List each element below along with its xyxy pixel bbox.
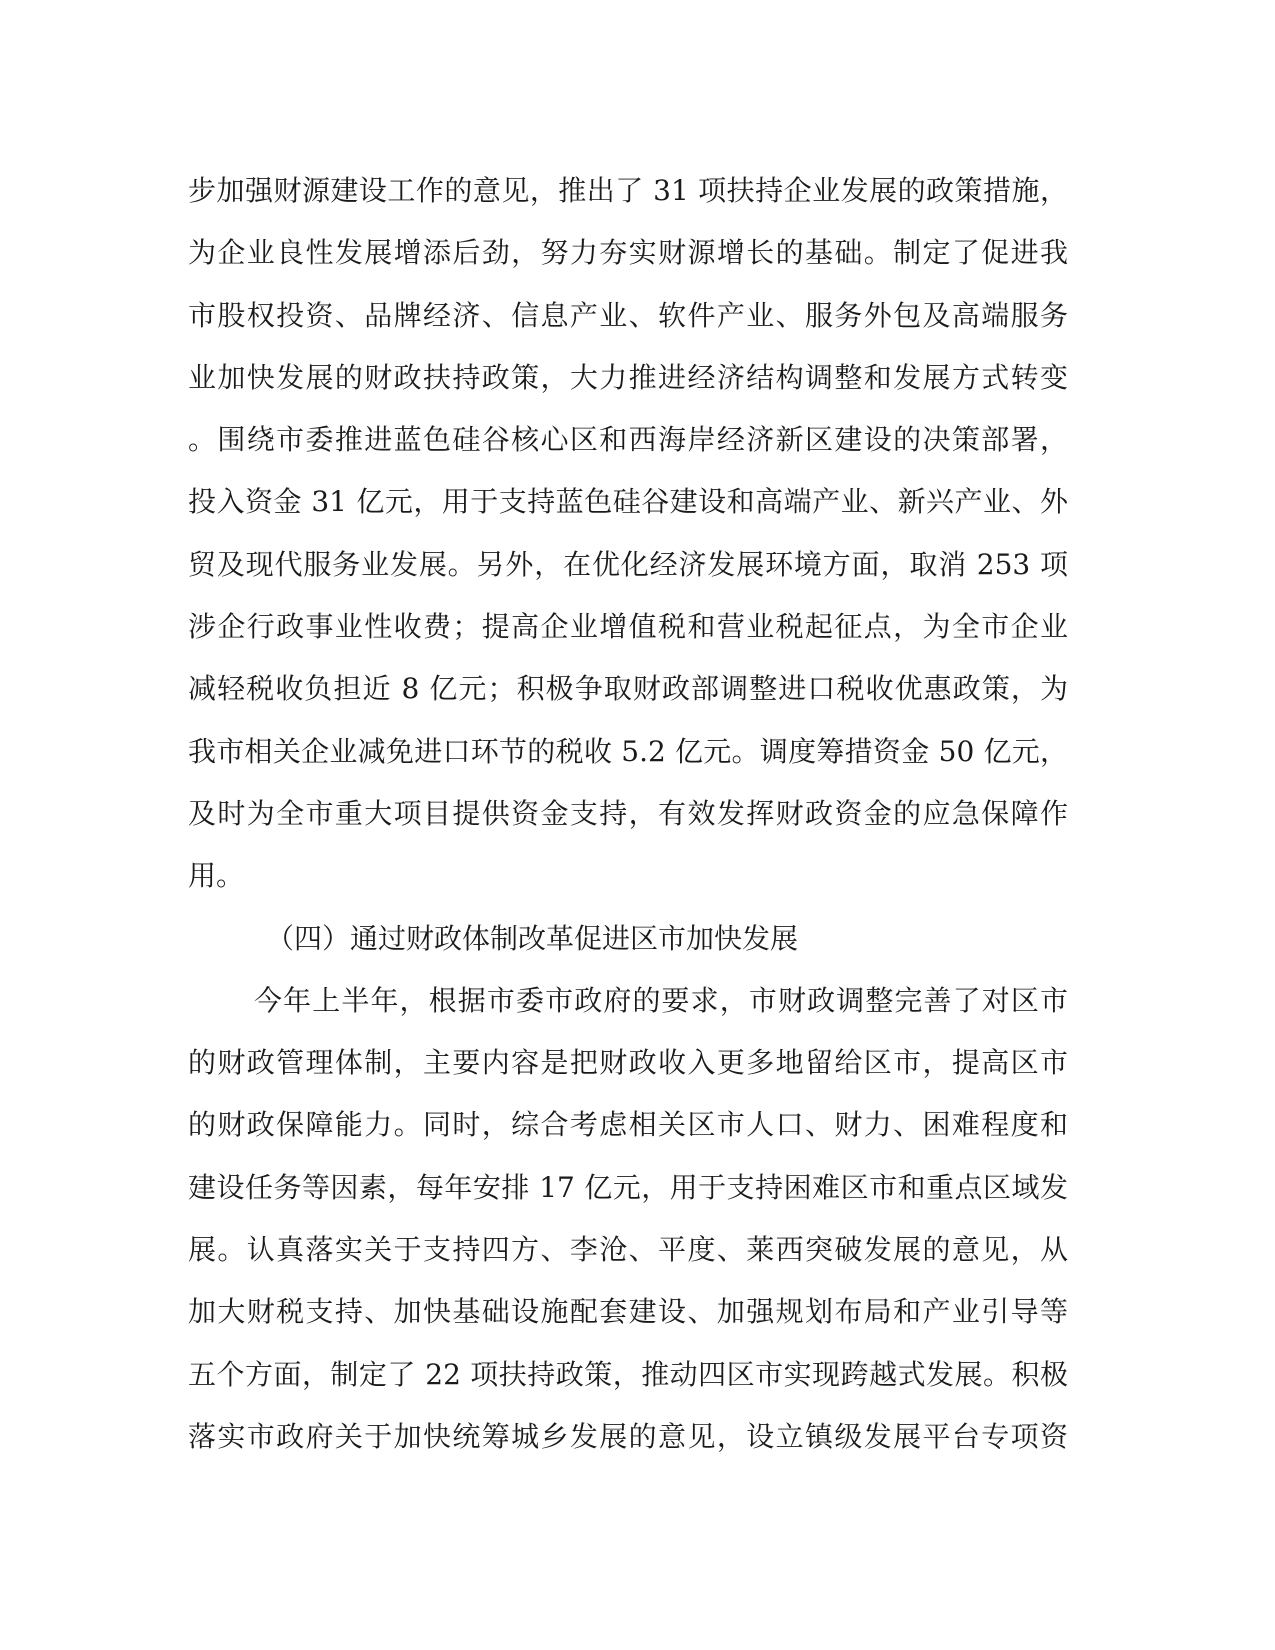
- text-line: 五个方面，制定了 22 项扶持政策，推动四区市实现跨越式发展。积极: [188, 1357, 1068, 1391]
- paragraph-1: [188, 160, 1068, 908]
- text-line: 的财政管理体制，主要内容是把财政收入更多地留给区市，提高区市: [188, 1046, 1068, 1080]
- text-line: 落实市政府关于加快统筹城乡发展的意见，设立镇级发展平台专项资: [188, 1419, 1068, 1453]
- text-line: 涉企行政事业性收费；提高企业增值税和营业税起征点，为全市企业: [188, 610, 1068, 644]
- text-line: 减轻税收负担近 8 亿元；积极争取财政部调整进口税收优惠政策，为: [188, 672, 1068, 706]
- text-line: 步加强财源建设工作的意见，推出了 31 项扶持企业发展的政策措施，: [188, 174, 1068, 207]
- text-line: 用。: [188, 859, 245, 893]
- document-body: [188, 160, 1068, 1468]
- text-line: 今年上半年，根据市委市政府的要求，市财政调整完善了对区市: [254, 983, 1068, 1017]
- text-line: 投入资金 31 亿元，用于支持蓝色硅谷建设和高端产业、新兴产业、外: [188, 485, 1068, 519]
- text-line: 业加快发展的财政扶持政策，大力推进经济结构调整和发展方式转变: [188, 360, 1068, 394]
- paragraph-2: [188, 970, 1068, 1468]
- text-line: 贸及现代服务业发展。另外，在优化经济发展环境方面，取消 253 项: [188, 547, 1068, 581]
- section-heading: （四）通过财政体制改革促进区市加快发展: [266, 921, 799, 955]
- text-line: 加大财税支持、加快基础设施配套建设、加强规划布局和产业引导等: [188, 1295, 1068, 1329]
- text-line: 市股权投资、品牌经济、信息产业、软件产业、服务外包及高端服务: [188, 298, 1068, 332]
- text-line: 的财政保障能力。同时，综合考虑相关区市人口、财力、困难程度和: [188, 1108, 1068, 1142]
- text-line: 为企业良性发展增添后劲，努力夯实财源增长的基础。制定了促进我: [188, 236, 1068, 270]
- text-line: 展。认真落实关于支持四方、李沧、平度、莱西突破发展的意见，从: [188, 1233, 1068, 1267]
- text-line: 建设任务等因素，每年安排 17 亿元，用于支持困难区市和重点区域发: [188, 1170, 1068, 1204]
- text-line: 。围绕市委推进蓝色硅谷核心区和西海岸经济新区建设的决策部署，: [188, 423, 1068, 457]
- text-line: 及时为全市重大项目提供资金支持，有效发挥财政资金的应急保障作: [188, 796, 1068, 830]
- text-line: 我市相关企业减免进口环节的税收 5.2 亿元。调度筹措资金 50 亿元，: [188, 734, 1068, 768]
